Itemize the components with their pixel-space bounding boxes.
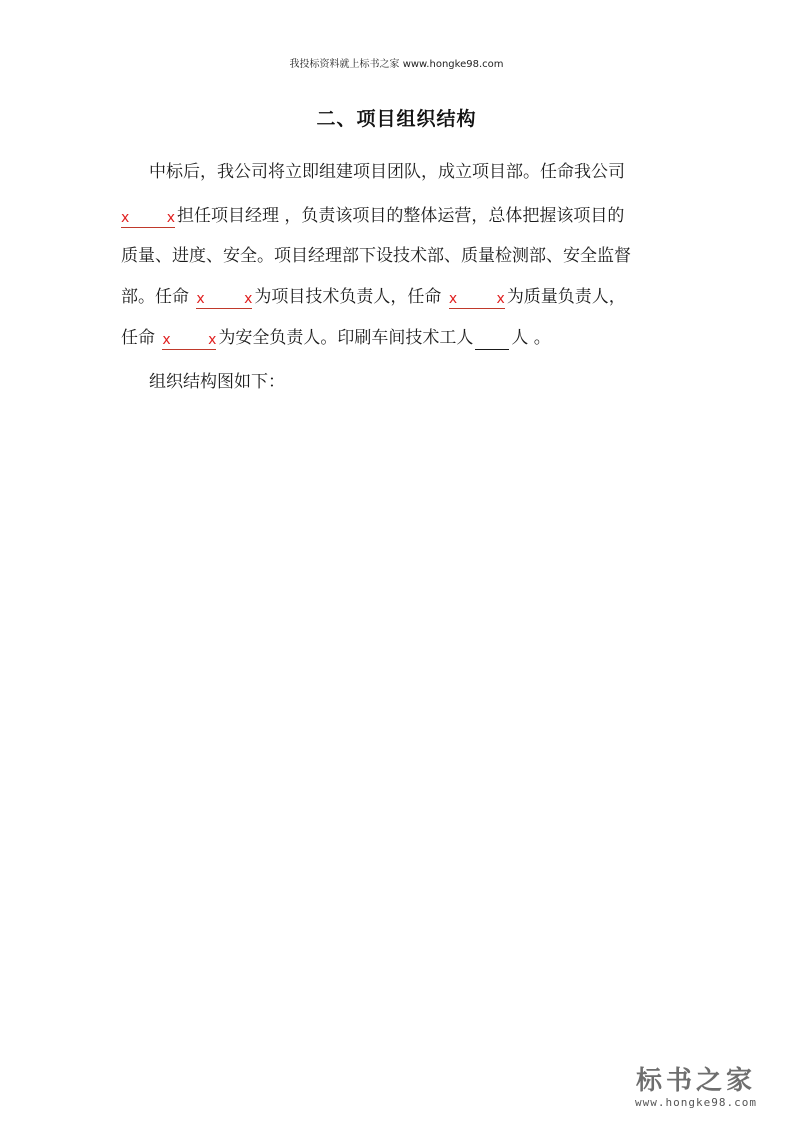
logo-url: www.hongke98.com [635, 1096, 757, 1109]
blank-mark: x [121, 210, 130, 226]
blank-mark: x [496, 291, 505, 307]
paragraph-line-3 [121, 244, 631, 268]
blank-mark: x [162, 332, 171, 348]
safety-lead-name-blank [162, 327, 216, 350]
page-header: 我投标资料就上标书之家 www.hongke98.com [289, 59, 504, 70]
manager-name-blank [121, 205, 175, 228]
blank-mark: x [244, 291, 253, 307]
line-4-text-c: 为质量负责人， [506, 287, 626, 307]
section-title: 二、项目组织结构 [316, 108, 477, 130]
paragraph-line-1 [149, 160, 625, 184]
org-chart-intro-text: 组织结构图如下： [149, 372, 285, 392]
worker-count-blank [475, 329, 509, 350]
line-3-text: 质量、进度、安全。项目经理部下设技术部、质量检测部、安全监督 [121, 246, 631, 266]
watermark-logo [621, 1066, 771, 1110]
line-4-text-b: 为项目技术负责人，任命 [254, 287, 442, 307]
paragraph-line-5 [121, 326, 551, 350]
logo-title: 标书之家 [635, 1066, 756, 1096]
line-1-text: 中标后，我公司将立即组建项目团队，成立项目部。任命我公司 [149, 162, 625, 182]
line-2-text: 担任项目经理 ，负责该项目的整体运营，总体把握该项目的 [177, 206, 625, 226]
blank-mark: x [196, 291, 205, 307]
quality-lead-name-blank [449, 286, 505, 309]
blank-mark: x [208, 332, 217, 348]
line-5-text-c: 人 。 [511, 328, 551, 348]
tech-lead-name-blank [196, 286, 252, 309]
paragraph-line-2 [121, 204, 624, 228]
paragraph-2 [149, 370, 285, 394]
line-5-text-a: 任命 [121, 328, 155, 348]
line-5-text-b: 为安全负责人。印刷车间技术工人 [218, 328, 474, 348]
line-4-text-a: 部。任命 [121, 287, 189, 307]
paragraph-line-4 [121, 285, 626, 309]
blank-mark: x [166, 210, 175, 226]
blank-mark: x [448, 291, 458, 307]
